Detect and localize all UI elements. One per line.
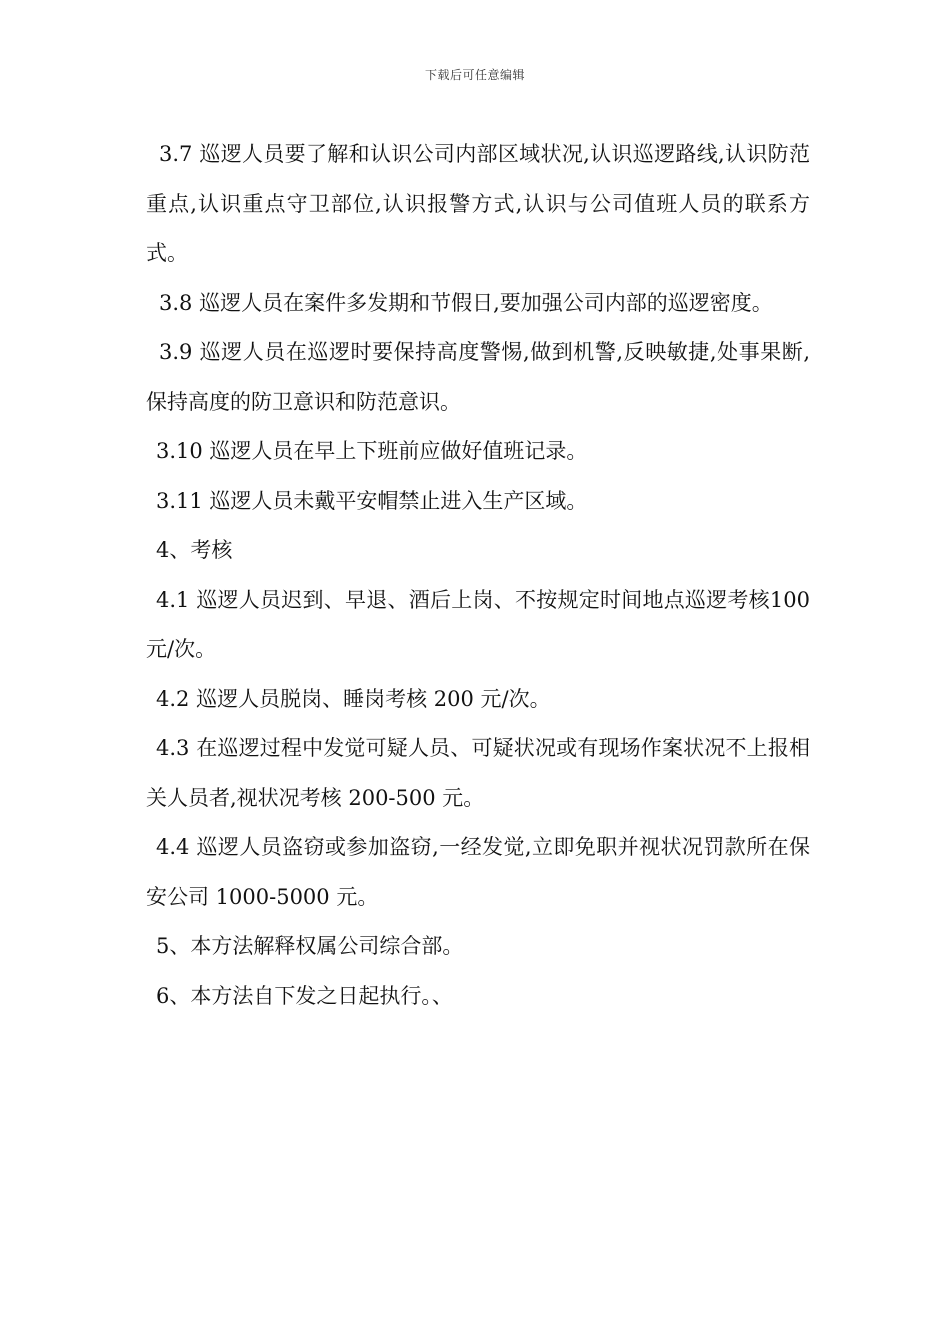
paragraph-4-4: 4.4 巡逻人员盗窃或参加盗窃,一经发觉,立即免职并视状况罚款所在保安公司 1000-5000 元。 <box>146 835 810 909</box>
paragraph-5: 5、本方法解释权属公司综合部。 <box>156 934 464 958</box>
paragraph-3-9: 3.9 巡逻人员在巡逻时要保持高度警惕,做到机警,反映敏捷,处事果断,保持高度的防卫意识和防范意识。 <box>146 340 810 414</box>
section-heading-4: 4、考核 <box>156 538 233 562</box>
paragraph-6: 6、本方法自下发之日起执行。、 <box>156 983 453 1008</box>
page-header: 下载后可任意编辑 <box>424 68 525 82</box>
paragraph-3-8: 3.8 巡逻人员在案件多发期和节假日,要加强公司内部的巡逻密度。 <box>159 290 773 315</box>
paragraph-4-2: 4.2 巡逻人员脱岗、睡岗考核 200 元/次。 <box>156 686 551 711</box>
paragraph-3-11: 3.11 巡逻人员未戴平安帽禁止进入生产区域。 <box>156 488 588 513</box>
document-body <box>146 130 810 1021</box>
paragraph-3-10: 3.10 巡逻人员在早上下班前应做好值班记录。 <box>156 439 588 463</box>
paragraph-3-7: 3.7 巡逻人员要了解和认识公司内部区域状况,认识巡逻路线,认识防范重点,认识重点守卫部位,认识报警方式,认识与公司值班人员的联系方式。 <box>146 142 810 265</box>
paragraph-4-3: 4.3 在巡逻过程中发觉可疑人员、可疑状况或有现场作案状况不上报相关人员者,视状况考核 200-500 元。 <box>146 736 810 810</box>
paragraph-4-1: 4.1 巡逻人员迟到、早退、酒后上岗、不按规定时间地点巡逻考核100 元/次。 <box>146 587 810 661</box>
